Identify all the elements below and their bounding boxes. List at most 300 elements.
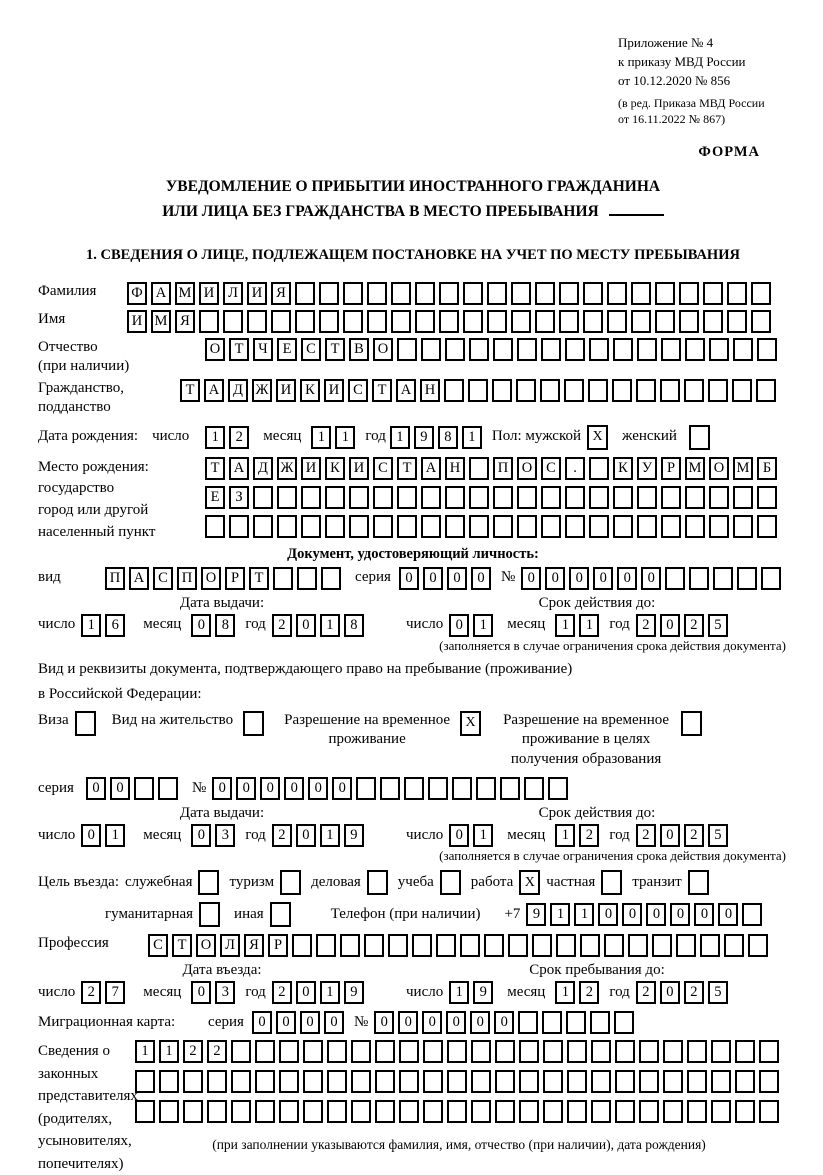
char-box[interactable]: 0 bbox=[332, 777, 352, 800]
char-box[interactable] bbox=[279, 1100, 299, 1123]
char-box[interactable] bbox=[663, 1070, 683, 1093]
char-box[interactable]: 3 bbox=[215, 824, 235, 847]
char-box[interactable]: Т bbox=[229, 338, 249, 361]
char-box[interactable]: 2 bbox=[272, 981, 292, 1004]
char-box[interactable]: 8 bbox=[438, 426, 458, 449]
char-box[interactable] bbox=[687, 1040, 707, 1063]
char-box[interactable] bbox=[183, 1100, 203, 1123]
char-box[interactable]: 0 bbox=[569, 567, 589, 590]
char-box[interactable] bbox=[231, 1040, 251, 1063]
char-box[interactable] bbox=[711, 1100, 731, 1123]
char-box[interactable]: 0 bbox=[471, 567, 491, 590]
char-box[interactable] bbox=[471, 1070, 491, 1093]
char-box[interactable] bbox=[436, 934, 456, 957]
char-box[interactable]: С bbox=[348, 379, 368, 402]
char-box[interactable] bbox=[273, 567, 293, 590]
char-box[interactable]: 1 bbox=[462, 426, 482, 449]
char-box[interactable]: 1 bbox=[320, 981, 340, 1004]
char-box[interactable]: М bbox=[733, 457, 753, 480]
char-box[interactable] bbox=[519, 1040, 539, 1063]
char-box[interactable] bbox=[708, 379, 728, 402]
char-box[interactable] bbox=[517, 486, 537, 509]
char-box[interactable] bbox=[327, 1100, 347, 1123]
char-box[interactable] bbox=[255, 1070, 275, 1093]
char-box[interactable] bbox=[495, 1040, 515, 1063]
char-box[interactable] bbox=[412, 934, 432, 957]
char-box[interactable]: Л bbox=[223, 282, 243, 305]
char-box[interactable] bbox=[493, 515, 513, 538]
char-box[interactable] bbox=[277, 486, 297, 509]
char-box[interactable]: Т bbox=[180, 379, 200, 402]
char-box[interactable]: 1 bbox=[335, 426, 355, 449]
char-box[interactable]: 0 bbox=[521, 567, 541, 590]
char-box[interactable] bbox=[373, 486, 393, 509]
char-box[interactable] bbox=[343, 310, 363, 333]
char-box[interactable] bbox=[583, 282, 603, 305]
char-box[interactable] bbox=[327, 1070, 347, 1093]
char-box[interactable] bbox=[556, 934, 576, 957]
purpose-work-checkbox[interactable]: X bbox=[519, 870, 540, 895]
char-box[interactable]: 0 bbox=[449, 824, 469, 847]
char-box[interactable]: О bbox=[205, 338, 225, 361]
char-box[interactable]: 0 bbox=[252, 1011, 272, 1034]
char-box[interactable] bbox=[511, 282, 531, 305]
char-box[interactable]: О bbox=[709, 457, 729, 480]
char-box[interactable] bbox=[757, 486, 777, 509]
char-box[interactable]: 0 bbox=[212, 777, 232, 800]
char-box[interactable] bbox=[567, 1070, 587, 1093]
char-box[interactable] bbox=[564, 379, 584, 402]
char-box[interactable] bbox=[367, 310, 387, 333]
char-box[interactable]: 0 bbox=[191, 614, 211, 637]
char-box[interactable] bbox=[428, 777, 448, 800]
char-box[interactable]: 0 bbox=[646, 903, 666, 926]
char-box[interactable]: 0 bbox=[446, 1011, 466, 1034]
char-box[interactable] bbox=[615, 1100, 635, 1123]
char-box[interactable]: И bbox=[324, 379, 344, 402]
char-box[interactable] bbox=[247, 310, 267, 333]
char-box[interactable] bbox=[687, 1070, 707, 1093]
char-box[interactable] bbox=[518, 1011, 538, 1034]
char-box[interactable]: И bbox=[127, 310, 147, 333]
char-box[interactable] bbox=[516, 379, 536, 402]
char-box[interactable] bbox=[591, 1100, 611, 1123]
char-box[interactable] bbox=[615, 1040, 635, 1063]
char-box[interactable] bbox=[351, 1100, 371, 1123]
char-box[interactable]: 0 bbox=[284, 777, 304, 800]
char-box[interactable] bbox=[548, 777, 568, 800]
purpose-other-checkbox[interactable] bbox=[270, 902, 291, 927]
char-box[interactable] bbox=[724, 934, 744, 957]
char-box[interactable]: 0 bbox=[617, 567, 637, 590]
char-box[interactable] bbox=[761, 567, 781, 590]
char-box[interactable] bbox=[495, 1100, 515, 1123]
char-box[interactable] bbox=[253, 486, 273, 509]
char-box[interactable] bbox=[590, 1011, 610, 1034]
char-box[interactable] bbox=[444, 379, 464, 402]
char-box[interactable]: 2 bbox=[207, 1040, 227, 1063]
char-box[interactable] bbox=[415, 282, 435, 305]
char-box[interactable] bbox=[689, 567, 709, 590]
char-box[interactable] bbox=[759, 1100, 779, 1123]
char-box[interactable]: Т bbox=[397, 457, 417, 480]
char-box[interactable] bbox=[540, 379, 560, 402]
char-box[interactable] bbox=[295, 310, 315, 333]
char-box[interactable] bbox=[397, 515, 417, 538]
char-box[interactable] bbox=[615, 1070, 635, 1093]
char-box[interactable] bbox=[637, 338, 657, 361]
char-box[interactable] bbox=[349, 515, 369, 538]
char-box[interactable] bbox=[735, 1100, 755, 1123]
char-box[interactable] bbox=[391, 310, 411, 333]
char-box[interactable]: 1 bbox=[135, 1040, 155, 1063]
char-box[interactable] bbox=[295, 282, 315, 305]
char-box[interactable] bbox=[135, 1100, 155, 1123]
char-box[interactable]: 0 bbox=[660, 981, 680, 1004]
char-box[interactable] bbox=[343, 282, 363, 305]
char-box[interactable] bbox=[271, 310, 291, 333]
char-box[interactable] bbox=[205, 515, 225, 538]
char-box[interactable]: Ж bbox=[252, 379, 272, 402]
char-box[interactable]: 9 bbox=[414, 426, 434, 449]
char-box[interactable] bbox=[399, 1100, 419, 1123]
char-box[interactable]: К bbox=[613, 457, 633, 480]
char-box[interactable]: 2 bbox=[183, 1040, 203, 1063]
char-box[interactable] bbox=[713, 567, 733, 590]
char-box[interactable] bbox=[589, 457, 609, 480]
char-box[interactable]: Я bbox=[244, 934, 264, 957]
char-box[interactable] bbox=[639, 1040, 659, 1063]
char-box[interactable]: И bbox=[199, 282, 219, 305]
char-box[interactable] bbox=[471, 1100, 491, 1123]
char-box[interactable] bbox=[613, 515, 633, 538]
char-box[interactable] bbox=[468, 379, 488, 402]
char-box[interactable]: 0 bbox=[423, 567, 443, 590]
char-box[interactable]: 0 bbox=[191, 981, 211, 1004]
char-box[interactable] bbox=[543, 1100, 563, 1123]
char-box[interactable] bbox=[487, 282, 507, 305]
char-box[interactable] bbox=[655, 282, 675, 305]
char-box[interactable] bbox=[421, 486, 441, 509]
char-box[interactable] bbox=[319, 282, 339, 305]
char-box[interactable]: 9 bbox=[344, 824, 364, 847]
sex-male-checkbox[interactable]: X bbox=[587, 425, 608, 450]
char-box[interactable]: П bbox=[177, 567, 197, 590]
char-box[interactable] bbox=[709, 338, 729, 361]
char-box[interactable]: А bbox=[396, 379, 416, 402]
purpose-private-checkbox[interactable] bbox=[601, 870, 622, 895]
char-box[interactable]: 2 bbox=[636, 614, 656, 637]
char-box[interactable] bbox=[613, 486, 633, 509]
char-box[interactable] bbox=[751, 282, 771, 305]
char-box[interactable]: Ч bbox=[253, 338, 273, 361]
char-box[interactable] bbox=[565, 338, 585, 361]
char-box[interactable]: 1 bbox=[105, 824, 125, 847]
char-box[interactable] bbox=[519, 1070, 539, 1093]
char-box[interactable] bbox=[566, 1011, 586, 1034]
char-box[interactable]: Д bbox=[228, 379, 248, 402]
char-box[interactable] bbox=[447, 1040, 467, 1063]
char-box[interactable] bbox=[159, 1100, 179, 1123]
char-box[interactable]: 1 bbox=[555, 824, 575, 847]
char-box[interactable]: 0 bbox=[276, 1011, 296, 1034]
char-box[interactable] bbox=[423, 1070, 443, 1093]
char-box[interactable] bbox=[303, 1040, 323, 1063]
char-box[interactable] bbox=[325, 486, 345, 509]
char-box[interactable] bbox=[631, 282, 651, 305]
char-box[interactable]: Н bbox=[420, 379, 440, 402]
char-box[interactable]: Т bbox=[205, 457, 225, 480]
char-box[interactable] bbox=[397, 486, 417, 509]
char-box[interactable] bbox=[421, 515, 441, 538]
char-box[interactable] bbox=[591, 1040, 611, 1063]
char-box[interactable] bbox=[535, 310, 555, 333]
char-box[interactable] bbox=[541, 515, 561, 538]
char-box[interactable] bbox=[495, 1070, 515, 1093]
char-box[interactable] bbox=[445, 338, 465, 361]
char-box[interactable]: 2 bbox=[272, 614, 292, 637]
char-box[interactable] bbox=[757, 338, 777, 361]
char-box[interactable] bbox=[476, 777, 496, 800]
char-box[interactable] bbox=[223, 310, 243, 333]
char-box[interactable]: . bbox=[565, 457, 585, 480]
char-box[interactable]: 0 bbox=[660, 614, 680, 637]
char-box[interactable]: 0 bbox=[308, 777, 328, 800]
char-box[interactable]: К bbox=[300, 379, 320, 402]
char-box[interactable]: 0 bbox=[86, 777, 106, 800]
char-box[interactable] bbox=[637, 515, 657, 538]
purpose-humanitarian-checkbox[interactable] bbox=[199, 902, 220, 927]
char-box[interactable] bbox=[733, 515, 753, 538]
char-box[interactable]: С bbox=[153, 567, 173, 590]
char-box[interactable] bbox=[231, 1070, 251, 1093]
char-box[interactable]: Р bbox=[225, 567, 245, 590]
char-box[interactable]: 0 bbox=[593, 567, 613, 590]
char-box[interactable] bbox=[159, 1070, 179, 1093]
char-box[interactable] bbox=[589, 486, 609, 509]
char-box[interactable]: 7 bbox=[105, 981, 125, 1004]
char-box[interactable] bbox=[367, 282, 387, 305]
char-box[interactable]: 1 bbox=[390, 426, 410, 449]
char-box[interactable]: 8 bbox=[215, 614, 235, 637]
char-box[interactable] bbox=[751, 310, 771, 333]
char-box[interactable] bbox=[591, 1070, 611, 1093]
char-box[interactable] bbox=[445, 486, 465, 509]
char-box[interactable]: 0 bbox=[296, 614, 316, 637]
char-box[interactable] bbox=[607, 282, 627, 305]
char-box[interactable] bbox=[655, 310, 675, 333]
char-box[interactable]: 2 bbox=[636, 981, 656, 1004]
char-box[interactable] bbox=[447, 1100, 467, 1123]
char-box[interactable] bbox=[541, 486, 561, 509]
char-box[interactable] bbox=[685, 338, 705, 361]
char-box[interactable]: 3 bbox=[215, 981, 235, 1004]
char-box[interactable]: Т bbox=[249, 567, 269, 590]
sex-female-checkbox[interactable] bbox=[689, 425, 710, 450]
char-box[interactable]: 6 bbox=[105, 614, 125, 637]
char-box[interactable]: 2 bbox=[684, 981, 704, 1004]
char-box[interactable] bbox=[463, 282, 483, 305]
char-box[interactable] bbox=[277, 515, 297, 538]
char-box[interactable] bbox=[679, 310, 699, 333]
char-box[interactable] bbox=[565, 515, 585, 538]
char-box[interactable]: 0 bbox=[398, 1011, 418, 1034]
char-box[interactable]: 2 bbox=[579, 981, 599, 1004]
char-box[interactable]: М bbox=[685, 457, 705, 480]
char-box[interactable] bbox=[559, 310, 579, 333]
char-box[interactable] bbox=[364, 934, 384, 957]
char-box[interactable]: 1 bbox=[159, 1040, 179, 1063]
char-box[interactable] bbox=[469, 338, 489, 361]
char-box[interactable]: Я bbox=[175, 310, 195, 333]
char-box[interactable] bbox=[660, 379, 680, 402]
char-box[interactable]: А bbox=[229, 457, 249, 480]
char-box[interactable]: 5 bbox=[708, 981, 728, 1004]
char-box[interactable]: 0 bbox=[422, 1011, 442, 1034]
char-box[interactable] bbox=[685, 486, 705, 509]
char-box[interactable] bbox=[301, 486, 321, 509]
char-box[interactable] bbox=[607, 310, 627, 333]
char-box[interactable] bbox=[639, 1070, 659, 1093]
char-box[interactable]: 0 bbox=[545, 567, 565, 590]
char-box[interactable]: 1 bbox=[449, 981, 469, 1004]
char-box[interactable] bbox=[351, 1040, 371, 1063]
char-box[interactable]: 0 bbox=[494, 1011, 514, 1034]
char-box[interactable] bbox=[732, 379, 752, 402]
char-box[interactable] bbox=[628, 934, 648, 957]
char-box[interactable] bbox=[631, 310, 651, 333]
char-box[interactable]: 1 bbox=[574, 903, 594, 926]
char-box[interactable] bbox=[727, 282, 747, 305]
char-box[interactable]: 8 bbox=[344, 614, 364, 637]
char-box[interactable] bbox=[415, 310, 435, 333]
char-box[interactable]: 0 bbox=[622, 903, 642, 926]
char-box[interactable] bbox=[748, 934, 768, 957]
char-box[interactable]: 2 bbox=[579, 824, 599, 847]
char-box[interactable] bbox=[399, 1070, 419, 1093]
char-box[interactable]: 9 bbox=[344, 981, 364, 1004]
char-box[interactable] bbox=[199, 310, 219, 333]
char-box[interactable] bbox=[685, 515, 705, 538]
char-box[interactable] bbox=[439, 282, 459, 305]
purpose-study-checkbox[interactable] bbox=[440, 870, 461, 895]
char-box[interactable]: 2 bbox=[636, 824, 656, 847]
char-box[interactable]: 0 bbox=[718, 903, 738, 926]
char-box[interactable] bbox=[375, 1100, 395, 1123]
char-box[interactable] bbox=[709, 515, 729, 538]
char-box[interactable]: Ж bbox=[277, 457, 297, 480]
char-box[interactable]: 1 bbox=[320, 824, 340, 847]
char-box[interactable]: 0 bbox=[296, 824, 316, 847]
char-box[interactable] bbox=[292, 934, 312, 957]
char-box[interactable] bbox=[517, 338, 537, 361]
char-box[interactable]: 2 bbox=[272, 824, 292, 847]
char-box[interactable] bbox=[303, 1070, 323, 1093]
char-box[interactable] bbox=[511, 310, 531, 333]
char-box[interactable] bbox=[542, 1011, 562, 1034]
char-box[interactable]: Т bbox=[372, 379, 392, 402]
char-box[interactable]: 0 bbox=[81, 824, 101, 847]
char-box[interactable] bbox=[279, 1040, 299, 1063]
char-box[interactable] bbox=[279, 1070, 299, 1093]
char-box[interactable] bbox=[183, 1070, 203, 1093]
char-box[interactable] bbox=[439, 310, 459, 333]
char-box[interactable] bbox=[679, 282, 699, 305]
char-box[interactable] bbox=[559, 282, 579, 305]
char-box[interactable] bbox=[325, 515, 345, 538]
char-box[interactable] bbox=[375, 1040, 395, 1063]
char-box[interactable]: 0 bbox=[447, 567, 467, 590]
char-box[interactable]: М bbox=[175, 282, 195, 305]
char-box[interactable] bbox=[484, 934, 504, 957]
char-box[interactable]: 2 bbox=[81, 981, 101, 1004]
char-box[interactable] bbox=[524, 777, 544, 800]
purpose-transit-checkbox[interactable] bbox=[688, 870, 709, 895]
char-box[interactable] bbox=[661, 338, 681, 361]
char-box[interactable] bbox=[735, 1070, 755, 1093]
char-box[interactable] bbox=[134, 777, 154, 800]
char-box[interactable] bbox=[735, 1040, 755, 1063]
char-box[interactable]: Е bbox=[205, 486, 225, 509]
char-box[interactable]: 1 bbox=[550, 903, 570, 926]
char-box[interactable] bbox=[460, 934, 480, 957]
char-box[interactable]: 2 bbox=[229, 426, 249, 449]
char-box[interactable]: О bbox=[517, 457, 537, 480]
char-box[interactable] bbox=[663, 1100, 683, 1123]
char-box[interactable] bbox=[423, 1100, 443, 1123]
char-box[interactable] bbox=[589, 515, 609, 538]
char-box[interactable] bbox=[303, 1100, 323, 1123]
char-box[interactable] bbox=[471, 1040, 491, 1063]
char-box[interactable]: 5 bbox=[708, 824, 728, 847]
purpose-business-checkbox[interactable] bbox=[198, 870, 219, 895]
char-box[interactable] bbox=[469, 486, 489, 509]
char-box[interactable] bbox=[500, 777, 520, 800]
char-box[interactable] bbox=[759, 1070, 779, 1093]
char-box[interactable] bbox=[229, 515, 249, 538]
char-box[interactable]: 0 bbox=[260, 777, 280, 800]
char-box[interactable] bbox=[319, 310, 339, 333]
char-box[interactable] bbox=[255, 1040, 275, 1063]
char-box[interactable] bbox=[404, 777, 424, 800]
char-box[interactable]: 0 bbox=[694, 903, 714, 926]
char-box[interactable] bbox=[733, 486, 753, 509]
char-box[interactable] bbox=[567, 1040, 587, 1063]
char-box[interactable]: Т bbox=[325, 338, 345, 361]
char-box[interactable] bbox=[703, 282, 723, 305]
char-box[interactable]: 0 bbox=[191, 824, 211, 847]
char-box[interactable] bbox=[327, 1040, 347, 1063]
char-box[interactable] bbox=[517, 515, 537, 538]
char-box[interactable] bbox=[535, 282, 555, 305]
char-box[interactable]: Е bbox=[277, 338, 297, 361]
char-box[interactable]: А bbox=[151, 282, 171, 305]
char-box[interactable] bbox=[759, 1040, 779, 1063]
purpose-commercial-checkbox[interactable] bbox=[367, 870, 388, 895]
char-box[interactable]: А bbox=[129, 567, 149, 590]
char-box[interactable] bbox=[421, 338, 441, 361]
char-box[interactable]: 1 bbox=[473, 824, 493, 847]
char-box[interactable]: 0 bbox=[110, 777, 130, 800]
char-box[interactable]: 0 bbox=[374, 1011, 394, 1034]
char-box[interactable] bbox=[469, 457, 489, 480]
char-box[interactable]: 9 bbox=[526, 903, 546, 926]
char-box[interactable]: Д bbox=[253, 457, 273, 480]
char-box[interactable] bbox=[543, 1070, 563, 1093]
char-box[interactable] bbox=[349, 486, 369, 509]
char-box[interactable] bbox=[321, 567, 341, 590]
char-box[interactable] bbox=[399, 1040, 419, 1063]
